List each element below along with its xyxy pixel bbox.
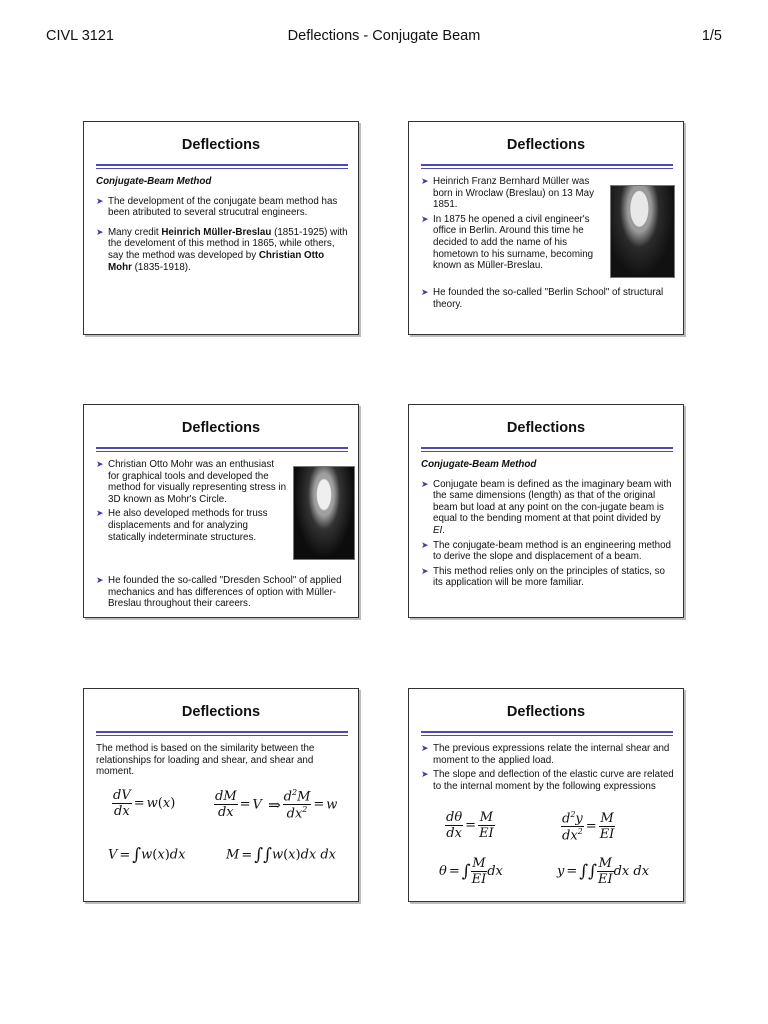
title-rule <box>96 447 348 452</box>
list-item: ➤ The previous expressions relate the internal shear and moment to the applied load. <box>421 743 675 766</box>
portrait-photo-mueller-breslau <box>610 185 675 278</box>
slide-body <box>421 459 675 592</box>
equation-deflection-derivative: $\frac{d^2y}{dx^2}$ = $\frac{M}{EI}$ <box>562 810 615 844</box>
course-code: CIVL 3121 <box>46 28 114 44</box>
page-header <box>0 28 768 48</box>
equation-shear-integral: V = ∫w(x)dx <box>108 845 186 865</box>
page-number: 1/5 <box>701 28 722 44</box>
bullet-list <box>96 196 350 274</box>
document-title: Deflections - Conjugate Beam <box>287 28 481 44</box>
arrowhead-bullet-icon <box>421 214 429 226</box>
arrowhead-bullet-icon <box>96 227 104 239</box>
list-item: ➤ Heinrich Franz Bernhard Müller was born in Wroclaw (Breslau) on 13 May 1851. <box>421 176 611 211</box>
slide-title: Deflections <box>181 420 261 436</box>
arrowhead-bullet-icon <box>421 479 429 491</box>
slide-paragraph: The method is based on the similarity between the relationships for loading and shear, and shear and moment. <box>96 743 315 778</box>
arrowhead-bullet-icon <box>96 196 104 208</box>
equation-deflection-integral: y = ∫∫ $\frac{M}{EI}$ dx dx <box>557 856 650 887</box>
slide-subheading: Conjugate-Beam Method <box>96 176 212 187</box>
title-rule <box>96 731 348 736</box>
list-item: ➤ Conjugate beam is defined as the imaginary beam with the same dimensions (length) as that of the original beam but load at any point on the con-jugate beam is equal to the bending moment at that point divided by EI. <box>421 479 675 537</box>
list-item: ➤ He founded the so-called "Dresden School" of applied mechanics and has differences of option with Müller-Breslau throughout their careers. <box>96 575 350 610</box>
equation-slope-derivative: $\frac{d\theta}{dx}$ = $\frac{M}{EI}$ <box>446 810 494 841</box>
slide-body-lower <box>96 575 350 618</box>
bullet-list <box>421 479 675 589</box>
bullet-list <box>421 287 675 310</box>
list-item: ➤ He also developed methods for truss displacements and for analyzing statically indeterminate structures. <box>96 508 288 543</box>
slide-body <box>421 176 611 275</box>
slide-2 <box>408 121 684 335</box>
list-item: ➤ Christian Otto Mohr was an enthusiast for graphical tools and developed the method for visually representing stress in 3D known as Mohr's Circle. <box>96 459 288 505</box>
equation-slope-integral: θ = ∫ $\frac{M}{EI}$ dx <box>439 856 503 887</box>
arrowhead-bullet-icon <box>96 508 104 520</box>
slide-body <box>421 743 675 795</box>
list-item: ➤ The development of the conjugate beam method has been atributed to several strucutral engineers. <box>96 196 350 219</box>
portrait-photo-mohr <box>293 466 355 560</box>
slide-title: Deflections <box>181 137 261 153</box>
bullet-list <box>96 575 350 610</box>
list-item: ➤ Many credit Heinrich Müller-Breslau (1851-1925) with the develoment of this method in 1865, while others, say the method was developed by Christian Otto Mohr (1835-1918). <box>96 227 350 273</box>
list-item: ➤ The conjugate-beam method is an engineering method to derive the slope and displacement of a beam. <box>421 540 675 563</box>
bullet-list <box>421 743 675 792</box>
equation-moment-integral: M = ∫∫w(x)dx dx <box>226 845 337 865</box>
list-item: ➤ The slope and deflection of the elastic curve are related to the internal moment by the following expressions <box>421 769 675 792</box>
arrowhead-bullet-icon <box>421 287 429 299</box>
equation-shear-load: $\frac{dV}{dx}$ = w(x) <box>113 788 176 819</box>
slide-body <box>96 459 288 546</box>
arrowhead-bullet-icon <box>96 575 104 587</box>
arrowhead-bullet-icon <box>421 566 429 578</box>
arrowhead-bullet-icon <box>421 540 429 552</box>
arrowhead-bullet-icon <box>421 176 429 188</box>
slide-4 <box>408 404 684 618</box>
title-rule <box>421 164 673 169</box>
slide-6 <box>408 688 684 902</box>
title-rule <box>421 447 673 452</box>
slide-title: Deflections <box>506 420 586 436</box>
slide-body <box>96 743 350 778</box>
slide-3 <box>83 404 359 618</box>
list-item: ➤ He founded the so-called "Berlin School" of structural theory. <box>421 287 675 310</box>
slide-1 <box>83 121 359 335</box>
equation-moment-shear: $\frac{dM}{dx}$ = V ⇒ $\frac{d^2M}{dx^2}$ = w <box>215 788 338 822</box>
slide-5 <box>83 688 359 902</box>
arrowhead-bullet-icon <box>96 459 104 471</box>
slide-body-lower <box>421 287 675 318</box>
slide-body <box>96 176 350 281</box>
arrowhead-bullet-icon <box>421 743 429 755</box>
title-rule <box>96 164 348 169</box>
bullet-list <box>96 459 288 543</box>
bullet-list <box>421 176 611 272</box>
slide-title: Deflections <box>506 137 586 153</box>
title-rule <box>421 731 673 736</box>
slide-title: Deflections <box>181 704 261 720</box>
slide-title: Deflections <box>506 704 586 720</box>
slide-subheading: Conjugate-Beam Method <box>421 459 537 470</box>
arrowhead-bullet-icon <box>421 769 429 781</box>
list-item: ➤ This method relies only on the principles of statics, so its application will be more familiar. <box>421 566 675 589</box>
list-item: ➤ In 1875 he opened a civil engineer's office in Berlin. Around this time he decided to add the name of his hometown to his surname, becoming known as Müller-Breslau. <box>421 214 611 272</box>
